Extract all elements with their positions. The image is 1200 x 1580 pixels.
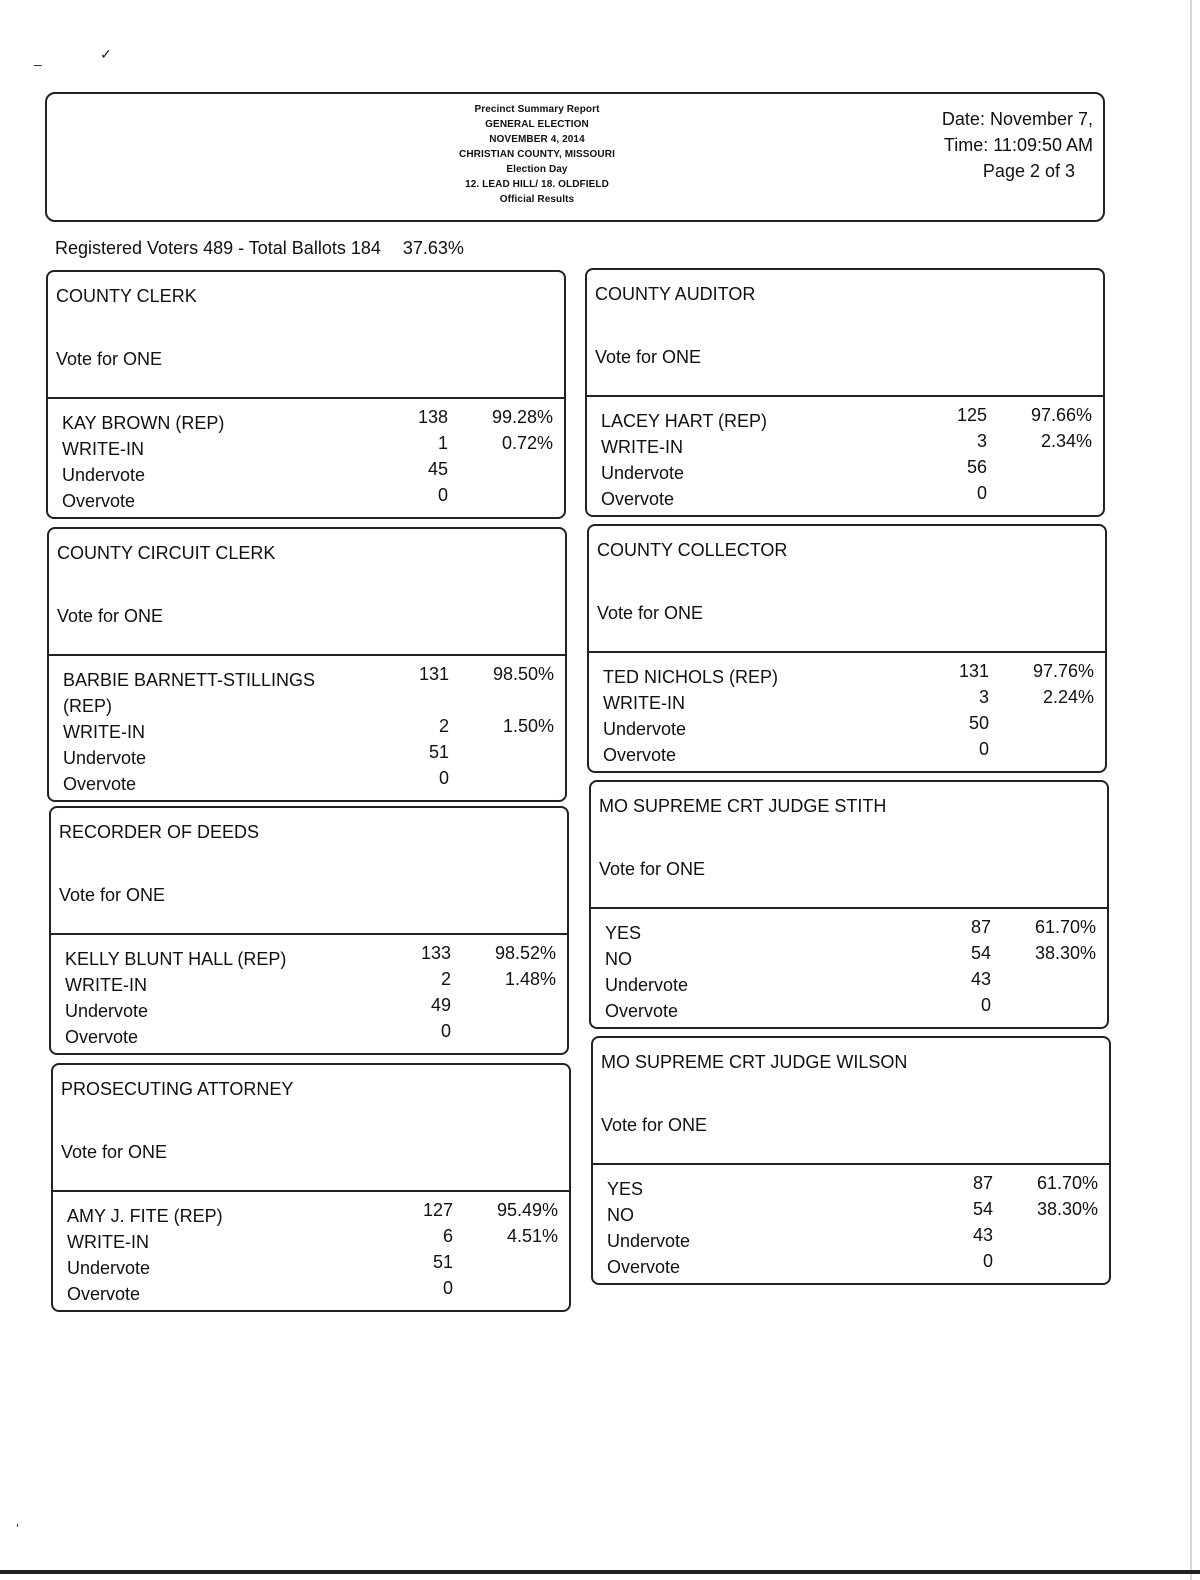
result-row <box>49 716 565 742</box>
vote-count: 54 <box>970 943 991 963</box>
race-title: MO SUPREME CRT JUDGE WILSON <box>601 1052 908 1072</box>
race-header <box>48 272 564 399</box>
vote-percent: 97.66% <box>1030 405 1092 425</box>
result-row <box>591 917 1107 943</box>
result-row <box>48 485 564 511</box>
result-row <box>53 1226 569 1252</box>
race-header <box>49 529 565 656</box>
vote-count: 56 <box>966 457 987 477</box>
result-row <box>591 969 1107 995</box>
vote-count: 87 <box>972 1173 993 1193</box>
registered-voters-text: Registered Voters 489 - Total Ballots 184 <box>55 238 381 258</box>
scan-mark: ✓ <box>100 46 112 62</box>
page-bottom-rule <box>0 1570 1200 1574</box>
vote-for-label: Vote for ONE <box>599 859 706 879</box>
race-title: MO SUPREME CRT JUDGE STITH <box>599 796 887 816</box>
candidate-name: Overvote <box>63 774 137 794</box>
candidate-name: KELLY BLUNT HALL (REP) <box>65 949 287 969</box>
race-box <box>51 1063 571 1312</box>
result-rows <box>51 935 567 1053</box>
vote-count: 138 <box>417 407 448 427</box>
result-row <box>587 483 1103 509</box>
candidate-name: WRITE-IN <box>62 439 144 459</box>
result-row <box>51 969 567 995</box>
result-row <box>593 1251 1109 1277</box>
candidate-name: Undervote <box>607 1231 691 1251</box>
vote-percent: 1.48% <box>504 969 556 989</box>
race-header <box>51 808 567 935</box>
vote-for-label: Vote for ONE <box>597 603 704 623</box>
result-row <box>53 1278 569 1304</box>
vote-count: 2 <box>438 716 449 736</box>
vote-count: 0 <box>442 1278 453 1298</box>
vote-percent: 2.34% <box>1040 431 1092 451</box>
vote-count: 1 <box>437 433 448 453</box>
candidate-name: WRITE-IN <box>67 1232 149 1252</box>
candidate-name: YES <box>605 923 642 943</box>
race-title: RECORDER OF DEEDS <box>59 822 260 842</box>
race-box <box>591 1036 1111 1285</box>
report-header <box>45 92 1105 222</box>
candidate-name: BARBIE BARNETT-STILLINGS (REP) <box>63 670 316 716</box>
vote-percent: 38.30% <box>1034 943 1096 963</box>
race-box <box>46 270 566 519</box>
report-meta <box>942 106 1093 184</box>
candidate-name: AMY J. FITE (REP) <box>67 1206 223 1226</box>
result-row <box>591 995 1107 1021</box>
candidate-name: Overvote <box>603 745 677 765</box>
candidate-name: NO <box>607 1205 634 1225</box>
candidate-name: Overvote <box>605 1001 679 1021</box>
vote-percent: 4.51% <box>506 1226 558 1246</box>
vote-count: 6 <box>442 1226 453 1246</box>
vote-count: 51 <box>432 1252 453 1272</box>
race-box <box>47 527 567 802</box>
result-rows <box>53 1192 569 1310</box>
vote-count: 2 <box>440 969 451 989</box>
candidate-name: Overvote <box>601 489 675 509</box>
vote-percent: 97.76% <box>1032 661 1094 681</box>
result-row <box>589 661 1105 687</box>
page-number: Page 2 of 3 <box>982 161 1075 181</box>
candidate-name: Undervote <box>67 1258 151 1278</box>
candidate-name: WRITE-IN <box>63 722 145 742</box>
vote-count: 3 <box>976 431 987 451</box>
vote-count: 127 <box>422 1200 453 1220</box>
vote-count: 45 <box>427 459 448 479</box>
result-rows <box>591 909 1107 1027</box>
vote-percent: 61.70% <box>1034 917 1096 937</box>
result-row <box>53 1200 569 1226</box>
race-title: PROSECUTING ATTORNEY <box>61 1079 294 1099</box>
result-row <box>49 742 565 768</box>
candidate-name: Overvote <box>65 1027 139 1047</box>
result-row <box>49 664 565 716</box>
vote-percent: 98.50% <box>492 664 554 684</box>
vote-for-label: Vote for ONE <box>601 1115 708 1135</box>
race-box <box>49 806 569 1055</box>
candidate-name: Overvote <box>62 491 136 511</box>
race-header <box>587 270 1103 397</box>
county-name: CHRISTIAN COUNTY, MISSOURI <box>459 149 615 160</box>
result-row <box>593 1199 1109 1225</box>
precinct-name: 12. LEAD HILL/ 18. OLDFIELD <box>465 179 609 190</box>
vote-count: 43 <box>970 969 991 989</box>
race-title: COUNTY COLLECTOR <box>597 540 788 560</box>
race-title: COUNTY AUDITOR <box>595 284 756 304</box>
candidate-name: Undervote <box>601 463 685 483</box>
result-rows <box>593 1165 1109 1283</box>
candidate-name: TED NICHOLS (REP) <box>603 667 779 687</box>
candidate-name: Undervote <box>603 719 687 739</box>
candidate-name: WRITE-IN <box>65 975 147 995</box>
voter-summary <box>55 238 464 259</box>
race-box <box>589 780 1109 1029</box>
result-row <box>593 1173 1109 1199</box>
report-title: Precinct Summary Report <box>474 104 600 115</box>
vote-count: 3 <box>978 687 989 707</box>
result-row <box>51 1021 567 1047</box>
result-row <box>53 1252 569 1278</box>
vote-for-label: Vote for ONE <box>59 885 166 905</box>
vote-percent: 2.24% <box>1042 687 1094 707</box>
vote-count: 133 <box>420 943 451 963</box>
candidate-name: Overvote <box>67 1284 141 1304</box>
vote-percent: 1.50% <box>502 716 554 736</box>
candidate-name: Undervote <box>63 748 147 768</box>
result-row <box>589 713 1105 739</box>
vote-count: 131 <box>958 661 989 681</box>
result-rows <box>48 399 564 517</box>
race-header <box>589 526 1105 653</box>
result-row <box>49 768 565 794</box>
race-box <box>585 268 1105 517</box>
race-box <box>587 524 1107 773</box>
vote-for-label: Vote for ONE <box>56 349 163 369</box>
scan-mark: ‘ <box>16 1520 20 1536</box>
race-header <box>593 1038 1109 1165</box>
election-day-label: Election Day <box>506 164 568 175</box>
vote-percent: 61.70% <box>1036 1173 1098 1193</box>
candidate-name: Undervote <box>65 1001 149 1021</box>
vote-count: 0 <box>978 739 989 759</box>
race-header <box>591 782 1107 909</box>
candidate-name: WRITE-IN <box>603 693 685 713</box>
result-row <box>591 943 1107 969</box>
report-date: Date: November 7, <box>941 109 1093 129</box>
result-row <box>593 1225 1109 1251</box>
race-header <box>53 1065 569 1192</box>
vote-for-label: Vote for ONE <box>595 347 702 367</box>
candidate-name: LACEY HART (REP) <box>601 411 768 431</box>
scan-mark: – <box>34 56 42 72</box>
result-row <box>48 407 564 433</box>
vote-count: 50 <box>968 713 989 733</box>
vote-count: 0 <box>980 995 991 1015</box>
results-type: Official Results <box>499 194 575 205</box>
vote-count: 43 <box>972 1225 993 1245</box>
vote-count: 0 <box>982 1251 993 1271</box>
candidate-name: KAY BROWN (REP) <box>62 413 225 433</box>
vote-count: 87 <box>970 917 991 937</box>
election-date: NOVEMBER 4, 2014 <box>489 134 585 145</box>
candidate-name: Overvote <box>607 1257 681 1277</box>
vote-count: 0 <box>437 485 448 505</box>
vote-for-label: Vote for ONE <box>57 606 164 626</box>
result-row <box>587 405 1103 431</box>
vote-count: 0 <box>976 483 987 503</box>
candidate-name: Undervote <box>62 465 146 485</box>
candidate-name: WRITE-IN <box>601 437 683 457</box>
result-rows <box>587 397 1103 515</box>
candidate-name: NO <box>605 949 632 969</box>
vote-count: 49 <box>430 995 451 1015</box>
result-row <box>48 459 564 485</box>
report-title-block <box>377 102 697 207</box>
vote-count: 0 <box>438 768 449 788</box>
result-rows <box>589 653 1105 771</box>
result-rows <box>49 656 565 800</box>
vote-count: 54 <box>972 1199 993 1219</box>
result-row <box>51 943 567 969</box>
vote-count: 0 <box>440 1021 451 1041</box>
vote-percent: 98.52% <box>494 943 556 963</box>
vote-percent: 95.49% <box>496 1200 558 1220</box>
vote-count: 125 <box>956 405 987 425</box>
turnout-percent: 37.63% <box>402 238 464 258</box>
page-edge <box>1190 0 1192 1580</box>
result-row <box>48 433 564 459</box>
result-row <box>587 431 1103 457</box>
candidate-name: Undervote <box>605 975 689 995</box>
vote-percent: 38.30% <box>1036 1199 1098 1219</box>
vote-percent: 0.72% <box>501 433 553 453</box>
vote-for-label: Vote for ONE <box>61 1142 168 1162</box>
race-title: COUNTY CLERK <box>56 286 197 306</box>
result-row <box>51 995 567 1021</box>
result-row <box>587 457 1103 483</box>
result-row <box>589 739 1105 765</box>
vote-count: 51 <box>428 742 449 762</box>
race-title: COUNTY CIRCUIT CLERK <box>57 543 276 563</box>
candidate-name: YES <box>607 1179 644 1199</box>
result-row <box>589 687 1105 713</box>
election-name: GENERAL ELECTION <box>485 119 589 130</box>
vote-count: 131 <box>418 664 449 684</box>
vote-percent: 99.28% <box>491 407 553 427</box>
report-time: Time: 11:09:50 AM <box>943 135 1093 155</box>
